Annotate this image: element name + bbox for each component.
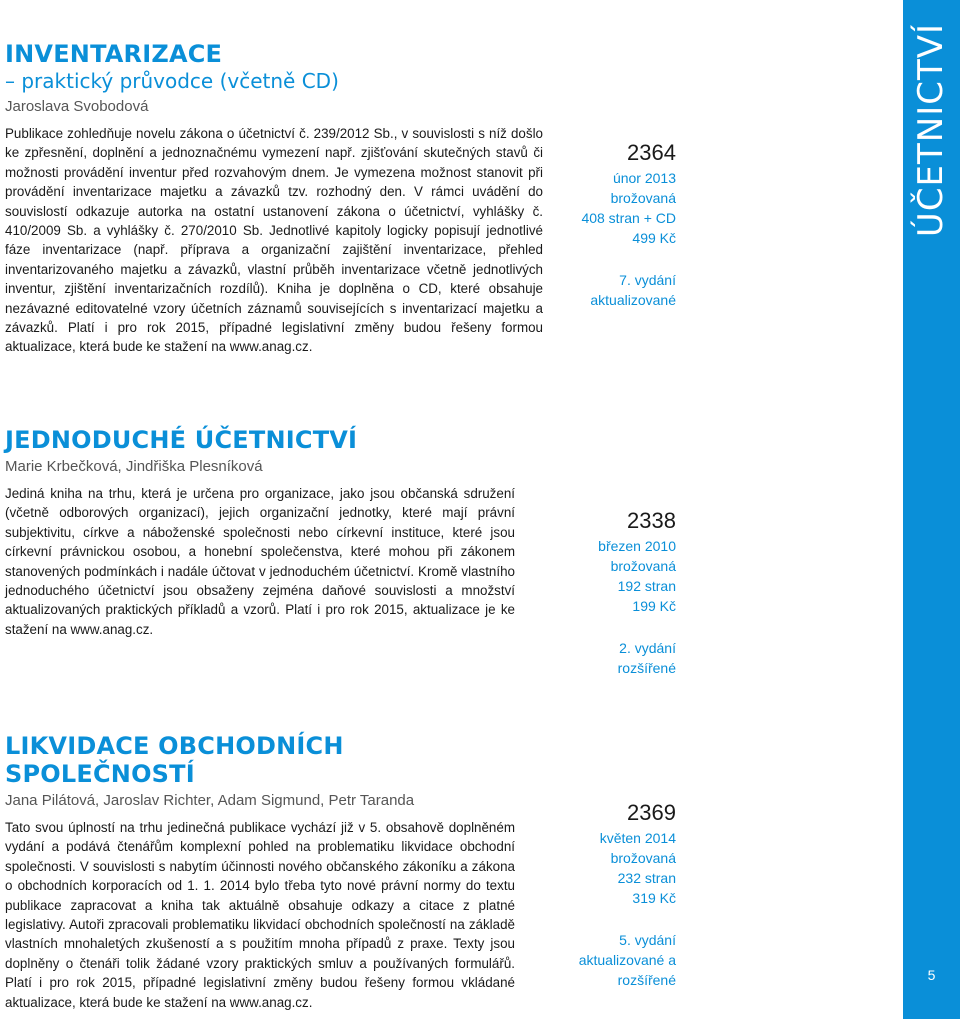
category-band bbox=[903, 0, 960, 1019]
book-price: 499 Kč bbox=[632, 230, 676, 246]
book-edition-note: aktualizované bbox=[590, 292, 676, 308]
book-entry bbox=[5, 732, 515, 1012]
book-binding: brožovaná bbox=[610, 558, 676, 574]
category-label: ÚČETNICTVÍ bbox=[911, 22, 952, 238]
book-entry bbox=[5, 426, 515, 639]
book-description: Jediná kniha na trhu, která je určena pro organizace, jako jsou občanská sdružení (včetně odborových organizací), jejich organizační jednotky, které mají právní subjektivitu, církve a náboženské společnosti nebo církevní instituce, které jsou církevní právnickou osobou, a honební společenstva, které mohou při zákonem stanovených podmínkách i nadále účtovat v jednoduchém účetnictví. Kromě vlastního jednoduchého účetnictví jsou obsaženy zejména daňové souvislosti a množství aktualizovaných praktických příkladů a vzorů. Platí i pro rok 2015, aktualizace je ke stažení na www.anag.cz. bbox=[5, 486, 515, 637]
category-label-wrap bbox=[903, 22, 960, 238]
book-pages: 232 stran bbox=[617, 870, 676, 886]
book-price: 199 Kč bbox=[632, 598, 676, 614]
book-code: 2364 bbox=[627, 140, 676, 165]
book-edition: 5. vydání bbox=[619, 932, 676, 948]
book-date: květen 2014 bbox=[599, 830, 676, 846]
book-title: INVENTARIZACE bbox=[5, 40, 223, 68]
book-date: březen 2010 bbox=[598, 538, 676, 554]
book-pages: 408 stran + CD bbox=[581, 210, 676, 226]
book-description: Publikace zohledňuje novelu zákona o účetnictví č. 239/2012 Sb., v souvislosti s níž došlo ke zpřesnění, doplnění a jednoznačnému vymezení např. zjišťování skutečných stavů či možnosti provádění inventur před rozvahovým dnem. Je vymezena možnost stanovit při provádění inventarizace majetku a závazků tzv. rozhodný den. V rámci uvádění do souvislostí odkazuje autorka na ostatní ustanovení zákona o účetnictví, vyhlášky č. 410/2009 Sb. a vyhlášky č. 270/2010 Sb. Jednotlivé kapitoly logicky popisují jednotlivé fáze inventarizace (např. příprava a organizační zajištění inventarizace, přehled inventarizovaného majetku a závazků, vlastní průběh inventarizace včetně jednotlivých inventur, zjištění inventarizačních rozdílů). Kniha je doplněna o CD, které obsahuje nezávazné editovatelné vzory účetních záznamů souvisejících s inventarizací majetku a závazků. Platí i pro rok 2015, případné legislativní změny budou řešeny formou aktualizace, která bude ke stažení na www.anag.cz. bbox=[5, 126, 543, 355]
book-title: LIKVIDACE OBCHODNÍCH SPOLEČNOSTÍ bbox=[5, 732, 344, 788]
book-binding: brožovaná bbox=[610, 190, 676, 206]
book-edition-note: rozšířené bbox=[617, 660, 676, 676]
book-authors: Jaroslava Svobodová bbox=[5, 98, 149, 115]
book-meta bbox=[581, 140, 676, 310]
book-title: JEDNODUCHÉ ÚČETNICTVÍ bbox=[5, 426, 358, 454]
book-edition: 7. vydání bbox=[619, 272, 676, 288]
book-code: 2338 bbox=[627, 508, 676, 533]
book-description: Tato svou úplností na trhu jedinečná publikace vychází již v 5. obsahově doplněném vydání a podává čtenářům komplexní pohled na problematiku likvidace obchodní společnosti. V souvislosti s nabytím účinnosti nového občanského zákoníku a zákona o obchodních korporacích od 1. 1. 2014 bylo třeba tyto nové právní normy do textu publikace zapracovat a kniha tak aktuálně obsahuje odkazy a citace z platné legislativy. Autoři zpracovali problematiku likvidací obchodních společností na základě vlastních mnohaletých zkušeností a s použitím mnoha případů z praxe. Texty jsou doplněny o čtenáři tolik žádané vzory praktických smluv a používaných formulářů. Platí i pro rok 2015, případné legislativní změny budou řešeny formou vkládané aktualizace, která bude ke stažení na www.anag.cz. bbox=[5, 820, 515, 1010]
page-number: 5 bbox=[927, 967, 936, 983]
book-entry bbox=[5, 40, 543, 357]
book-code: 2369 bbox=[627, 800, 676, 825]
book-pages: 192 stran bbox=[617, 578, 676, 594]
book-price: 319 Kč bbox=[632, 890, 676, 906]
book-subtitle: – praktický průvodce (včetně CD) bbox=[5, 69, 339, 93]
book-meta bbox=[566, 800, 676, 990]
book-edition: 2. vydání bbox=[619, 640, 676, 656]
book-authors: Marie Krbečková, Jindřiška Plesníková bbox=[5, 458, 263, 475]
book-edition-note: aktualizované a rozšířené bbox=[578, 952, 676, 988]
book-meta bbox=[598, 508, 676, 678]
book-authors: Jana Pilátová, Jaroslav Richter, Adam Sigmund, Petr Taranda bbox=[5, 792, 415, 809]
book-date: únor 2013 bbox=[612, 170, 676, 186]
book-binding: brožovaná bbox=[610, 850, 676, 866]
